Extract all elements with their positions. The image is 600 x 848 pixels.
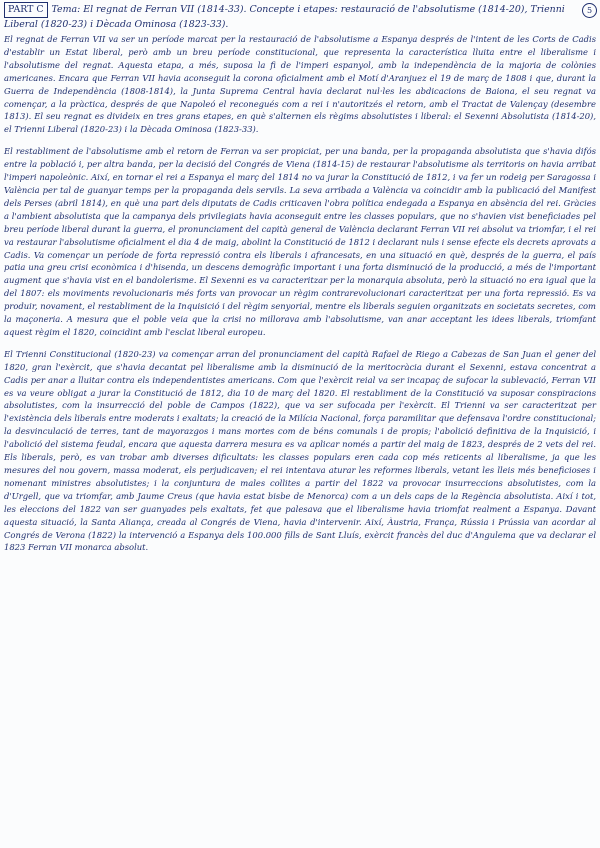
paragraph-trienni — [4, 348, 596, 555]
essay-body — [4, 33, 596, 563]
page-header — [4, 2, 570, 32]
topic-title: Tema: El regnat de Ferran VII (1814-33). Concepte i etapes: restauració de l'absolutisme (1814-20), Trienni Liberal (1820-23) i Dècada Ominosa (1823-33). — [4, 4, 565, 30]
paragraph-intro — [4, 33, 596, 136]
paragraph-sexenni — [4, 145, 596, 339]
paragraph-text: El regnat de Ferran VII va ser un període marcat per la restauració de l'absolutisme a Espanya després de l'intent de les Corts de Cadis d'establir un Estat liberal, però amb un breu període constitucional, que representa la característica lluita entre el liberalisme i l'absolutisme del regnat. Aquesta etapa, a més, suposa la fi de l'imperi espanyol, amb la independència de la majoria de colònies americanes. Encara que Ferran VII havia aconseguit la corona oficialment amb el Motí d'Aranjuez el 19 de març de 1808 i que, durant la Guerra de Independència (1808-1814), la Junta Suprema Central havia declarat nul·les les abdicacions de Baiona, el seu regnat va començar, a la pràctica, després de que Napoleó el reconegués com a rei i n'autoritzés el retorn, amb el Tractat de Valençay (desembre 1813). El seu regnat es divideix en tres grans etapes, en què s'alternen els règims absolutistes i liberal: el Sexenni Absolutista (1814-20), el Trienni Liberal (1820-23) i la Dècada Ominosa (1823-33). — [4, 34, 596, 135]
paragraph-text: El Trienni Constitucional (1820-23) va començar arran del pronunciament del capità Rafael de Riego a Cabezas de San Juan el gener del 1820, gran l'exèrcit, que s'havia decantat pel liberalisme amb la disminució de la meritocràcia durant el Sexenni, estava concentrat a Cadis per anar a lluitar contra els independentistes americans. Com que l'exèrcit reial va ser incapaç de sufocar la sublevació, Ferran VII es va veure obligat a jurar la Constitució de 1812, dia 10 de març del 1820. El restabliment de la Constitució va suposar conspiracions absolutistes, com la insurrecció del poble de Campos (1822), que va ser sufocada per l'exèrcit. El Trienni va ser caracteritzat per l'existència dels liberals entre moderats i exaltats; la creació de la Milícia Nacional, força paramilitar que defensava l'ordre constitucional; la desvinculació de terres, tant de mayorazgos i mans mortes com de béns comunals i de propis; l'abolició definitiva de la Inquisició, i l'abolició del sistema feudal, encara que aquesta darrera mesura es va aplicar només a partir del maig de 1823, després de 2 vets del rei. Els liberals, però, es van trobar amb diverses dificultats: les classes populars eren cada cop més reticents al liberalisme, ja que les mesures del nou govern, massa moderat, els perjudicaven; el rei intentava aturar les reformes liberals, vetant les lleis més beneficioses i nomenant ministres absolutistes; i la conjuntura de males collites a partir del 1822 va provocar insurreccions absolutistes, com la d'Urgell, que va triomfar, amb Jaume Creus (que havia estat bisbe de Menorca) com a un dels caps de la Regència absolutista. Així i tot, les eleccions del 1822 van ser guanyades pels exaltats, fet que palesava que el liberalisme havia triomfat realment a Espanya. Davant aquesta situació, la Santa Aliança, creada al Congrés de Viena, havia d'intervenir. Així, Àustria, França, Rússia i Prússia van acordar al Congrés de Verona (1822) la intervenció a Espanya dels 100.000 fills de Sant Lluís, exèrcit francès del duc d'Angulema que va declarar el 1823 Ferran VII monarca absolut. — [4, 348, 596, 553]
paragraph-text: El restabliment de l'absolutisme amb el retorn de Ferran va ser propiciat, per una banda, per la propaganda absolutista que s'havia difós entre la població i, per altra banda, per la decisió del Congrés de Viena (1814-15) de restaurar l'absolutisme als territoris on havia arribat l'imperi napoleònic. Així, en tornar el rei a Espanya el març del 1814 no va jurar la Constitució de 1812, i va fer un rodeig per Saragossa i València per tal de guanyar temps per la propaganda dels servils. La seva arribada a València va coincidir amb la publicació del Manifest dels Perses (abril 1814), en què una part dels diputats de Cadis criticaven l'obra política endegada a Espanya en absència del rei. Gràcies a l'ambient absolutista que la campanya dels privilegiats havia aconseguit entre les classes populars, que no s'havien vist beneficiades pel breu període liberal durant la guerra, el pronunciament del capità general de València declarant Ferran VII rei absolut va triomfar, i el rei va restaurar l'absolutisme oficialment el dia 4 de maig, abolint la Constitució de 1812 i declarant nuls i sense efecte els decrets aprovats a Cadis. Va començar un període de forta repressió contra els liberals i afrancesats, en una situació en què, després de la guerra, el país patia una greu crisi econòmica i d'hisenda, un descens demogràfic important i una forta disminució de la producció, a més de l'important augment que s'havia vist en el bandolerisme. El Sexenni es va caracteritzar per la monarquia absoluta, però la situació no era igual que la del 1807: els moviments revolucionaris més forts van provocar un règim contrarevolucionari caracteritzat per una forta repressió. Es va produir, novament, el restabliment de la Inquisició i del règim senyorial, mentre els liberals seguien organitzats en societats secretes, com la maçoneria. A mesura que el poble veia que la crisi no millorava amb l'absolutisme, van anar acceptant les idees liberals, triomfant aquest règim el 1820, coincidint amb l'esclat liberal europeu. — [4, 146, 596, 337]
part-label: PART C — [4, 2, 48, 18]
page-number: 5 — [582, 3, 597, 18]
